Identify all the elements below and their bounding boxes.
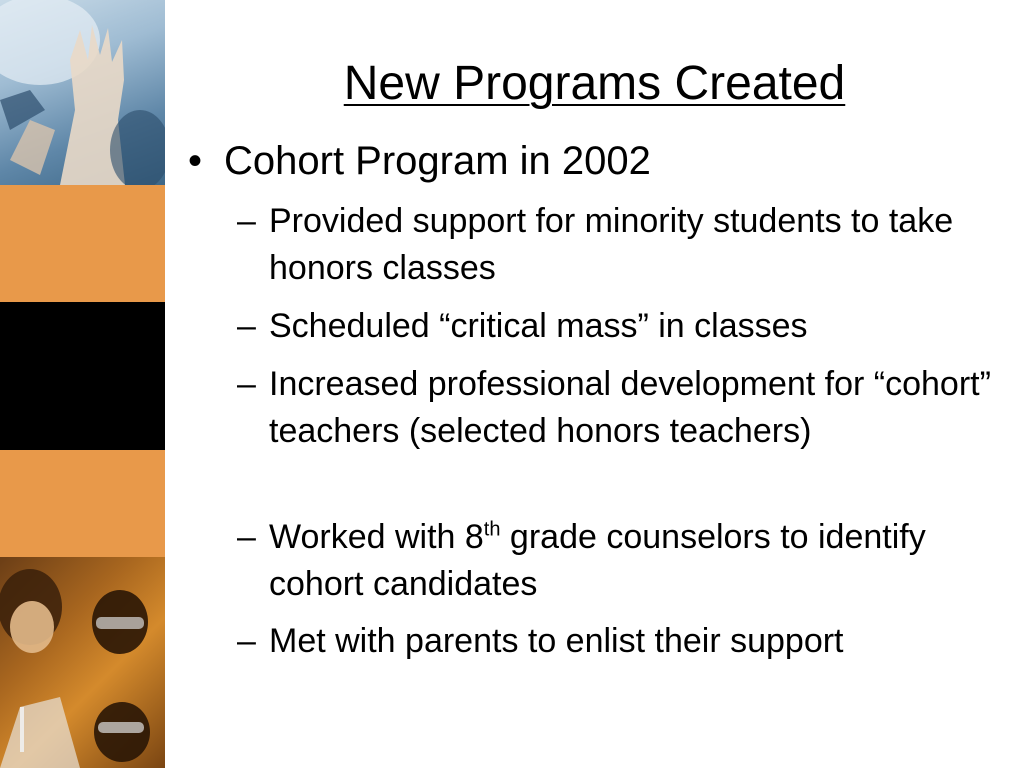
students-in-lab-photo	[0, 557, 165, 768]
orange-band-bottom	[0, 450, 165, 557]
sub-item-professional-development	[237, 361, 997, 455]
sub-item-text: Increased professional development for “cohort” teachers (selected honors teachers)	[269, 365, 991, 450]
sub-item-critical-mass	[237, 303, 997, 350]
dash-marker: –	[237, 622, 256, 660]
bullet-text: Cohort Program in 2002	[224, 139, 651, 183]
hands-reaching-photo	[0, 0, 165, 185]
slide-title-text: New Programs Created	[343, 57, 846, 110]
sub-item-counselors	[237, 514, 997, 608]
sub-item-parents	[237, 618, 997, 665]
bullet-item-cohort	[188, 138, 988, 184]
hands-illustration	[0, 0, 165, 185]
sub-item-support	[237, 198, 997, 292]
slide-title	[165, 56, 1024, 112]
dash-marker: –	[237, 365, 256, 403]
sub-item-text-after: grade counselors to identify cohort candidates	[269, 518, 926, 603]
orange-band-top	[0, 185, 165, 302]
sub-item-text: Provided support for minority students to take honors classes	[269, 202, 954, 287]
sub-item-text: Met with parents to enlist their support	[269, 622, 844, 660]
decorative-sidebar	[0, 0, 165, 768]
dash-marker: –	[237, 518, 256, 556]
bullet-marker: •	[188, 139, 203, 183]
black-band	[0, 302, 165, 450]
dash-marker: –	[237, 307, 256, 345]
students-illustration	[0, 557, 165, 768]
sub-item-text-before: Worked with 8	[269, 518, 484, 556]
ordinal-suffix: th	[483, 518, 501, 541]
sub-item-text	[237, 514, 997, 608]
sub-item-text: Scheduled “critical mass” in classes	[269, 307, 808, 345]
dash-marker: –	[237, 202, 256, 240]
